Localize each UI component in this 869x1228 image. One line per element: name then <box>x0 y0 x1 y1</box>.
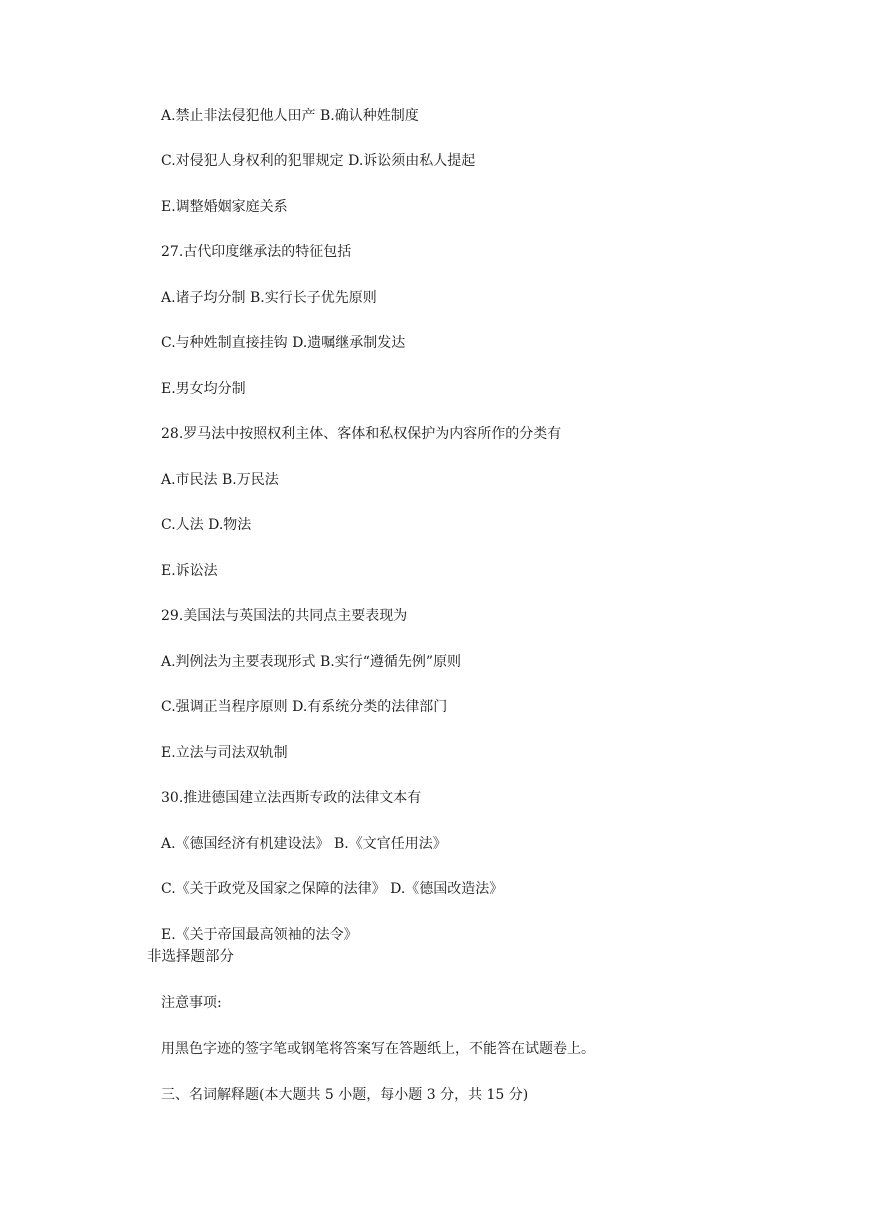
q28-option-e: E.诉讼法 <box>161 563 218 579</box>
q27-option-e: E.男女均分制 <box>161 381 246 397</box>
q30-options-cd: C.《关于政党及国家之保障的法律》 D.《德国改造法》 <box>161 881 504 897</box>
q26-option-e: E.调整婚姻家庭关系 <box>161 199 288 215</box>
question-28: 28.罗马法中按照权利主体、客体和私权保护为内容所作的分类有 <box>161 426 562 442</box>
q29-option-e: E.立法与司法双轨制 <box>161 745 288 761</box>
question-27: 27.古代印度继承法的特征包括 <box>161 244 352 260</box>
q28-options-ab: A.市民法 B.万民法 <box>161 472 279 488</box>
q28-options-cd: C.人法 D.物法 <box>161 517 252 533</box>
notes-title: 注意事项: <box>161 995 222 1011</box>
question-30: 30.推进德国建立法西斯专政的法律文本有 <box>161 790 422 806</box>
q26-options-ab: A.禁止非法侵犯他人田产 B.确认种姓制度 <box>161 108 419 124</box>
q26-options-cd: C.对侵犯人身权利的犯罪规定 D.诉讼须由私人提起 <box>161 153 476 169</box>
q27-options-cd: C.与种姓制直接挂钩 D.遗嘱继承制发达 <box>161 335 406 351</box>
q29-options-cd: C.强调正当程序原则 D.有系统分类的法律部门 <box>161 699 448 715</box>
q30-options-ab: A.《德国经济有机建设法》 B.《文官任用法》 <box>161 836 447 852</box>
q30-option-e: E.《关于帝国最高领袖的法令》 <box>161 927 358 943</box>
section-heading-non-choice: 非选择题部分 <box>147 949 234 965</box>
q27-options-ab: A.诸子均分制 B.实行长子优先原则 <box>161 290 377 306</box>
question-29: 29.美国法与英国法的共同点主要表现为 <box>161 608 408 624</box>
notes-body: 用黑色字迹的签字笔或钢笔将答案写在答题纸上，不能答在试题卷上。 <box>161 1041 595 1057</box>
q29-options-ab: A.判例法为主要表现形式 B.实行“遵循先例”原则 <box>161 654 462 670</box>
part-three-heading: 三、名词解释题(本大题共 5 小题，每小题 3 分，共 15 分) <box>161 1087 529 1103</box>
